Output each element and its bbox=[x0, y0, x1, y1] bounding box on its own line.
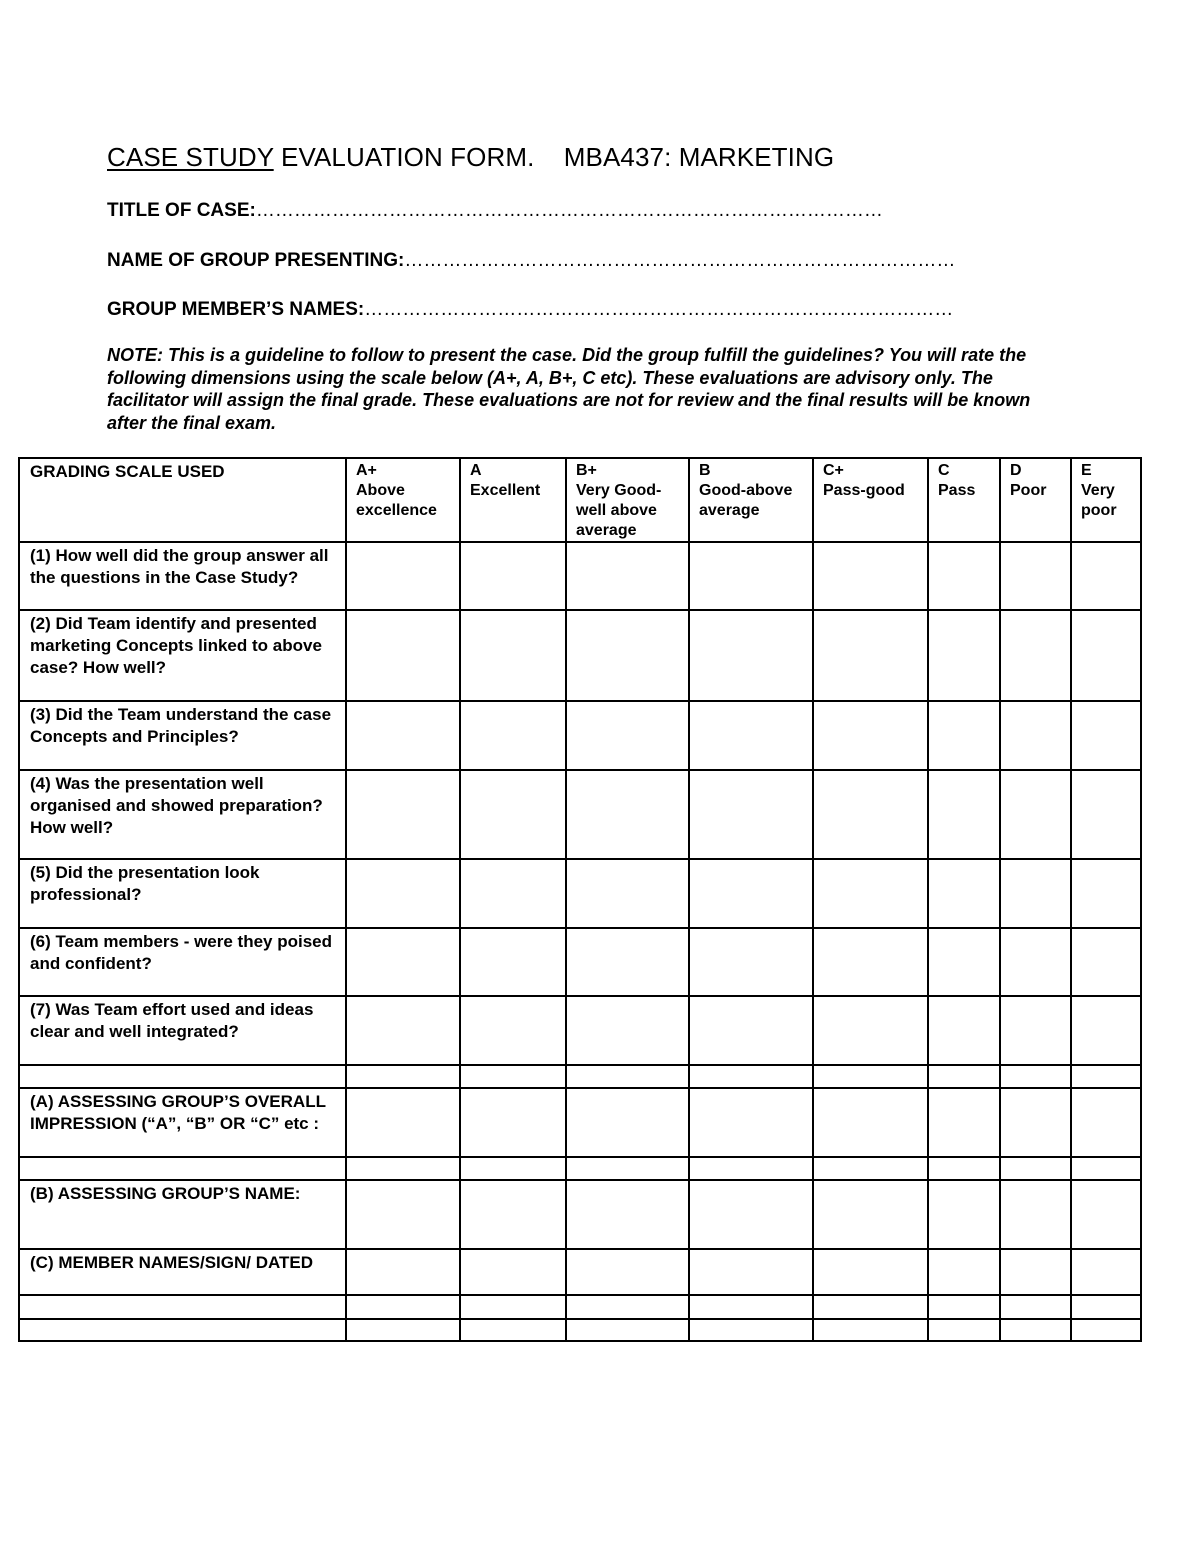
rating-cell[interactable] bbox=[346, 1180, 460, 1249]
assessment-members-row bbox=[19, 1249, 1141, 1295]
rating-cell[interactable] bbox=[1000, 1249, 1071, 1295]
empty-cell bbox=[460, 1319, 566, 1341]
scale-header-cell bbox=[1000, 458, 1071, 542]
rating-cell[interactable] bbox=[460, 859, 566, 928]
empty-cell bbox=[689, 1157, 813, 1180]
rating-cell[interactable] bbox=[928, 996, 1000, 1065]
scale-desc: Pass bbox=[938, 482, 976, 499]
rating-cell[interactable] bbox=[1000, 996, 1071, 1065]
scale-desc: Poor bbox=[1010, 482, 1047, 499]
scale-desc: Good-above average bbox=[699, 482, 793, 519]
rating-cell[interactable] bbox=[1071, 1180, 1141, 1249]
empty-cell bbox=[928, 1157, 1000, 1180]
empty-cell bbox=[928, 1319, 1000, 1341]
rating-cell[interactable] bbox=[460, 701, 566, 770]
criterion-label: (6) Team members - were they poised and confident? bbox=[19, 928, 346, 996]
rating-cell[interactable] bbox=[346, 542, 460, 610]
empty-cell bbox=[813, 1157, 928, 1180]
empty-cell bbox=[346, 1157, 460, 1180]
rating-cell[interactable] bbox=[928, 1180, 1000, 1249]
empty-cell bbox=[1000, 1319, 1071, 1341]
rating-cell[interactable] bbox=[1071, 928, 1141, 996]
rating-cell[interactable] bbox=[460, 1180, 566, 1249]
rating-cell[interactable] bbox=[346, 610, 460, 701]
group-members-field[interactable] bbox=[107, 298, 953, 322]
scale-grade: B bbox=[699, 462, 711, 479]
rating-cell[interactable] bbox=[1000, 859, 1071, 928]
scale-desc: Very Good-well above average bbox=[576, 482, 662, 539]
assessment-group-name-row bbox=[19, 1180, 1141, 1249]
rating-cell[interactable] bbox=[566, 1249, 689, 1295]
header-row bbox=[19, 458, 1141, 542]
grading-scale-header: GRADING SCALE USED bbox=[19, 458, 346, 542]
rating-cell[interactable] bbox=[566, 1180, 689, 1249]
rating-cell[interactable] bbox=[1000, 928, 1071, 996]
rating-cell[interactable] bbox=[813, 859, 928, 928]
rating-cell[interactable] bbox=[813, 1180, 928, 1249]
form-title-underlined: CASE STUDY bbox=[107, 142, 274, 172]
rating-cell[interactable] bbox=[1071, 1088, 1141, 1157]
scale-header-cell bbox=[1071, 458, 1141, 542]
rating-cell[interactable] bbox=[689, 1180, 813, 1249]
grading-table bbox=[18, 457, 1142, 1342]
group-members-label: GROUP MEMBER’S NAMES: bbox=[107, 299, 365, 320]
rating-cell[interactable] bbox=[566, 701, 689, 770]
empty-label-cell bbox=[19, 1157, 346, 1180]
spacer-row bbox=[19, 1065, 1141, 1088]
guideline-note: NOTE: This is a guideline to follow to present the case. Did the group fulfill the guidelines? You will rate the following dimensions using the scale below (A+, A, B+, C etc). These evaluations are advisory only. The facilitator will assign the final grade. These evaluations are not for review and the final results will be known after the final exam. bbox=[107, 345, 1031, 433]
group-members-dots: ………………………………………………………………………………… bbox=[364, 299, 954, 320]
rating-cell[interactable] bbox=[1071, 996, 1141, 1065]
rating-cell[interactable] bbox=[689, 996, 813, 1065]
scale-grade: C bbox=[938, 462, 950, 479]
empty-cell bbox=[689, 1295, 813, 1319]
scale-grade: B+ bbox=[576, 462, 597, 479]
empty-cell bbox=[1000, 1157, 1071, 1180]
rating-cell[interactable] bbox=[566, 610, 689, 701]
empty-cell bbox=[1071, 1295, 1141, 1319]
assessment-overall-label: (A) ASSESSING GROUP’S OVERALL IMPRESSION (“A”, “B” OR “C” etc : bbox=[19, 1088, 346, 1157]
empty-cell bbox=[813, 1065, 928, 1088]
form-title bbox=[107, 141, 834, 173]
criterion-row bbox=[19, 859, 1141, 928]
empty-cell bbox=[813, 1319, 928, 1341]
rating-cell[interactable] bbox=[689, 1088, 813, 1157]
rating-cell[interactable] bbox=[1000, 610, 1071, 701]
rating-cell[interactable] bbox=[928, 610, 1000, 701]
criterion-label: (1) How well did the group answer all the questions in the Case Study? bbox=[19, 542, 346, 610]
rating-cell[interactable] bbox=[1000, 542, 1071, 610]
group-presenting-dots: …………………………………………………………………………… bbox=[404, 250, 956, 271]
rating-cell[interactable] bbox=[928, 701, 1000, 770]
scale-header-cell bbox=[346, 458, 460, 542]
rating-cell[interactable] bbox=[346, 859, 460, 928]
criterion-label: (4) Was the presentation well organised and showed preparation? How well? bbox=[19, 770, 346, 859]
criterion-row bbox=[19, 996, 1141, 1065]
rating-cell[interactable] bbox=[346, 701, 460, 770]
empty-cell bbox=[346, 1319, 460, 1341]
scale-grade: D bbox=[1010, 462, 1022, 479]
empty-label-cell bbox=[19, 1295, 346, 1319]
assessment-overall-row bbox=[19, 1088, 1141, 1157]
rating-cell[interactable] bbox=[460, 770, 566, 859]
empty-cell bbox=[460, 1157, 566, 1180]
rating-cell[interactable] bbox=[928, 859, 1000, 928]
rating-cell[interactable] bbox=[928, 1249, 1000, 1295]
assessment-members-label: (C) MEMBER NAMES/SIGN/ DATED bbox=[19, 1249, 346, 1295]
rating-cell[interactable] bbox=[1071, 701, 1141, 770]
criterion-row bbox=[19, 770, 1141, 859]
title-of-case-dots: ……………………………………………………………………………………… bbox=[255, 200, 883, 221]
rating-cell[interactable] bbox=[460, 928, 566, 996]
empty-cell bbox=[689, 1319, 813, 1341]
empty-cell bbox=[566, 1295, 689, 1319]
rating-cell[interactable] bbox=[813, 1088, 928, 1157]
scale-header-cell bbox=[689, 458, 813, 542]
form-title-rest: EVALUATION FORM. MBA437: MARKETING bbox=[273, 142, 835, 172]
rating-cell[interactable] bbox=[813, 928, 928, 996]
rating-cell[interactable] bbox=[928, 928, 1000, 996]
spacer-row bbox=[19, 1157, 1141, 1180]
scale-grade: A+ bbox=[356, 462, 377, 479]
rating-cell[interactable] bbox=[566, 928, 689, 996]
criterion-label: (7) Was Team effort used and ideas clear and well integrated? bbox=[19, 996, 346, 1065]
group-presenting-label: NAME OF GROUP PRESENTING: bbox=[107, 250, 405, 271]
rating-cell[interactable] bbox=[566, 859, 689, 928]
rating-cell[interactable] bbox=[346, 770, 460, 859]
scale-desc: Very poor bbox=[1081, 482, 1117, 519]
rating-cell[interactable] bbox=[1071, 859, 1141, 928]
criterion-row bbox=[19, 542, 1141, 610]
rating-cell[interactable] bbox=[566, 996, 689, 1065]
group-presenting-field[interactable] bbox=[107, 249, 955, 273]
rating-cell[interactable] bbox=[1000, 1088, 1071, 1157]
blank-row bbox=[19, 1295, 1141, 1319]
rating-cell[interactable] bbox=[689, 701, 813, 770]
empty-cell bbox=[689, 1065, 813, 1088]
assessment-group-name-label: (B) ASSESSING GROUP’S NAME: bbox=[19, 1180, 346, 1249]
rating-cell[interactable] bbox=[460, 542, 566, 610]
rating-cell[interactable] bbox=[1000, 770, 1071, 859]
empty-cell bbox=[1071, 1319, 1141, 1341]
empty-label-cell bbox=[19, 1319, 346, 1341]
empty-cell bbox=[346, 1065, 460, 1088]
rating-cell[interactable] bbox=[460, 1088, 566, 1157]
scale-desc: Excellent bbox=[470, 482, 541, 499]
rating-cell[interactable] bbox=[689, 928, 813, 996]
empty-cell bbox=[928, 1295, 1000, 1319]
empty-cell bbox=[566, 1319, 689, 1341]
rating-cell[interactable] bbox=[1000, 1180, 1071, 1249]
criterion-label: (2) Did Team identify and presented marketing Concepts linked to above case? How well? bbox=[19, 610, 346, 701]
empty-cell bbox=[460, 1065, 566, 1088]
scale-header-cell bbox=[566, 458, 689, 542]
rating-cell[interactable] bbox=[689, 859, 813, 928]
rating-cell[interactable] bbox=[689, 542, 813, 610]
scale-grade: C+ bbox=[823, 462, 844, 479]
rating-cell[interactable] bbox=[346, 1088, 460, 1157]
empty-label-cell bbox=[19, 1065, 346, 1088]
rating-cell[interactable] bbox=[689, 770, 813, 859]
rating-cell[interactable] bbox=[566, 542, 689, 610]
rating-cell[interactable] bbox=[566, 1088, 689, 1157]
rating-cell[interactable] bbox=[346, 1249, 460, 1295]
scale-grade: E bbox=[1081, 462, 1092, 479]
rating-cell[interactable] bbox=[689, 1249, 813, 1295]
empty-cell bbox=[346, 1295, 460, 1319]
rating-cell[interactable] bbox=[813, 996, 928, 1065]
criterion-row bbox=[19, 928, 1141, 996]
rating-cell[interactable] bbox=[813, 770, 928, 859]
rating-cell[interactable] bbox=[689, 610, 813, 701]
rating-cell[interactable] bbox=[928, 1088, 1000, 1157]
rating-cell[interactable] bbox=[460, 1249, 566, 1295]
rating-cell[interactable] bbox=[813, 701, 928, 770]
rating-cell[interactable] bbox=[460, 610, 566, 701]
rating-cell[interactable] bbox=[1071, 770, 1141, 859]
rating-cell[interactable] bbox=[566, 770, 689, 859]
rating-cell[interactable] bbox=[813, 610, 928, 701]
title-of-case-field[interactable] bbox=[107, 199, 883, 223]
empty-cell bbox=[1071, 1065, 1141, 1088]
scale-header-cell bbox=[813, 458, 928, 542]
empty-cell bbox=[1071, 1157, 1141, 1180]
empty-cell bbox=[566, 1157, 689, 1180]
empty-cell bbox=[1000, 1065, 1071, 1088]
title-of-case-label: TITLE OF CASE: bbox=[107, 200, 256, 221]
rating-cell[interactable] bbox=[928, 770, 1000, 859]
scale-header-cell bbox=[460, 458, 566, 542]
rating-cell[interactable] bbox=[346, 996, 460, 1065]
scale-header-cell bbox=[928, 458, 1000, 542]
rating-cell[interactable] bbox=[346, 928, 460, 996]
rating-cell[interactable] bbox=[1000, 701, 1071, 770]
scale-desc: Pass-good bbox=[823, 482, 905, 499]
empty-cell bbox=[928, 1065, 1000, 1088]
empty-cell bbox=[566, 1065, 689, 1088]
scale-grade: A bbox=[470, 462, 482, 479]
empty-cell bbox=[813, 1295, 928, 1319]
scale-desc: Above excellence bbox=[356, 482, 437, 519]
blank-row bbox=[19, 1319, 1141, 1341]
rating-cell[interactable] bbox=[1071, 1249, 1141, 1295]
rating-cell[interactable] bbox=[460, 996, 566, 1065]
rating-cell[interactable] bbox=[928, 542, 1000, 610]
grading-table-body bbox=[19, 458, 1141, 1341]
rating-cell[interactable] bbox=[1071, 610, 1141, 701]
criterion-label: (5) Did the presentation look professional? bbox=[19, 859, 346, 928]
empty-cell bbox=[1000, 1295, 1071, 1319]
rating-cell[interactable] bbox=[1071, 542, 1141, 610]
empty-cell bbox=[460, 1295, 566, 1319]
rating-cell[interactable] bbox=[813, 1249, 928, 1295]
criterion-label: (3) Did the Team understand the case Concepts and Principles? bbox=[19, 701, 346, 770]
criterion-row bbox=[19, 610, 1141, 701]
criterion-row bbox=[19, 701, 1141, 770]
rating-cell[interactable] bbox=[813, 542, 928, 610]
